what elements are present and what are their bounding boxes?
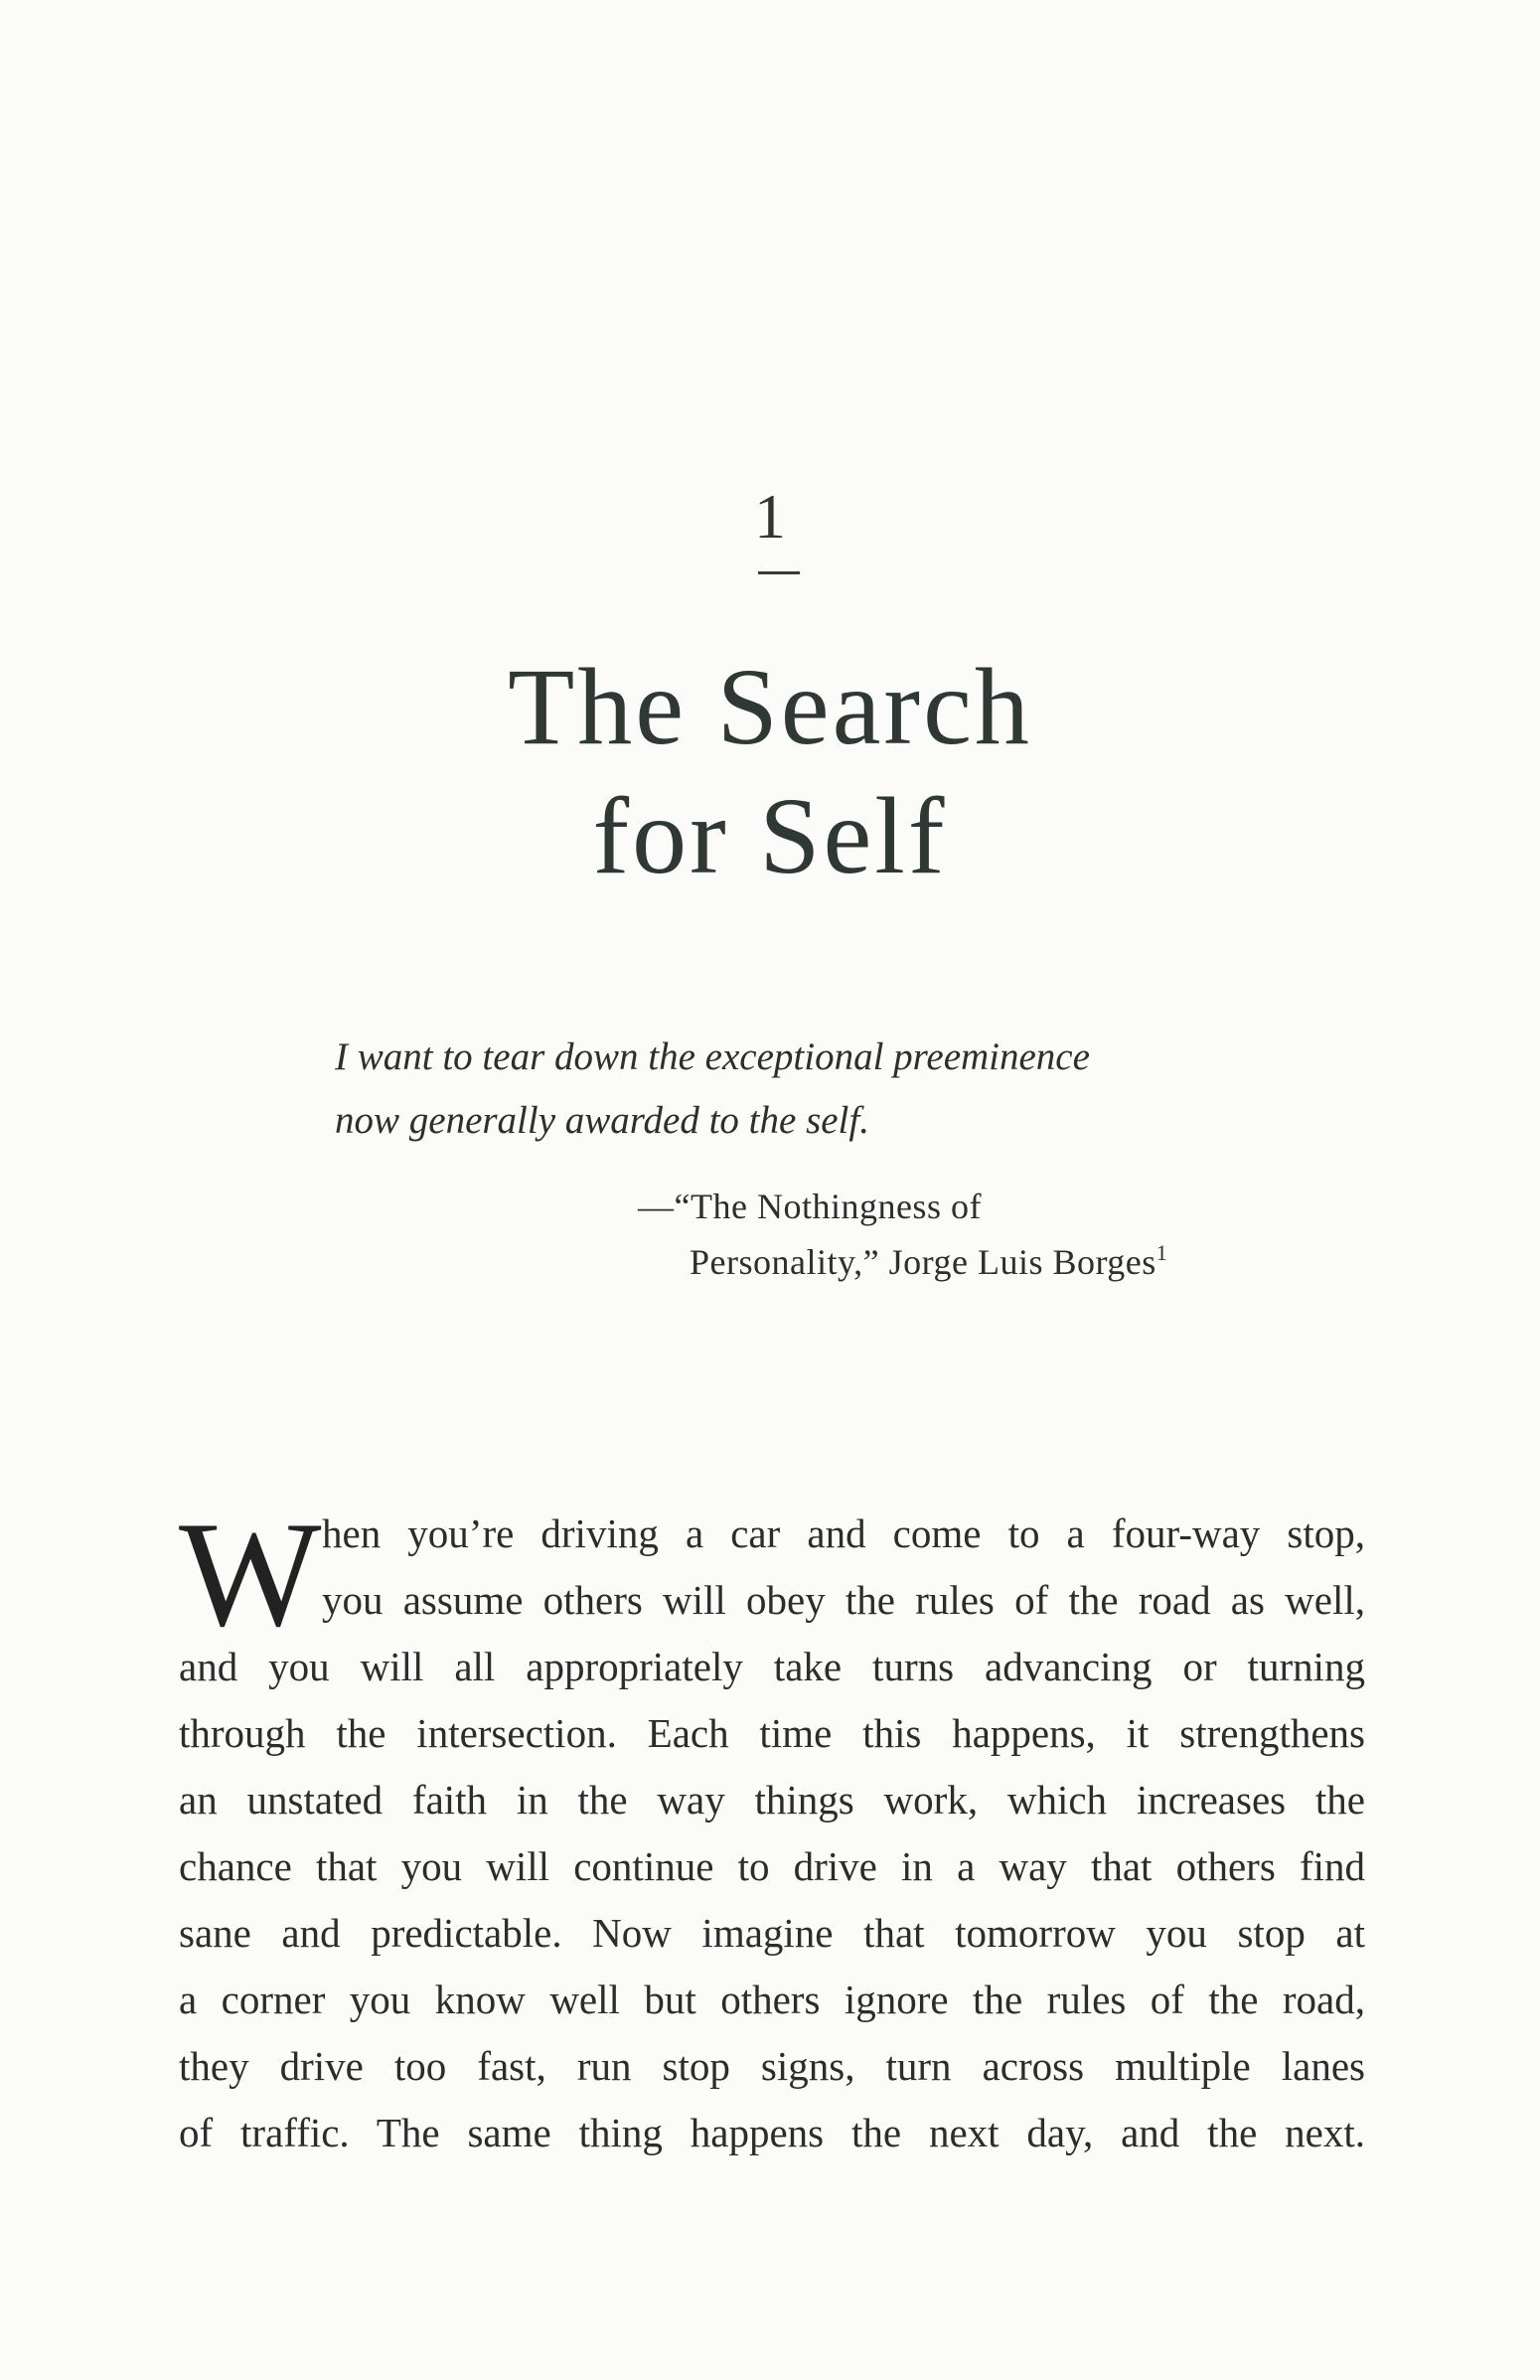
body-line: of traffic. The same thing happens the next day, and the next. (179, 2110, 1365, 2155)
body-line: hen you’re driving a car and come to a four-way stop, (322, 1510, 1365, 1556)
body-line: they drive too fast, run stop signs, turn across multiple lanes (179, 2043, 1365, 2089)
body-line: a corner you know well but others ignore the rules of the road, (179, 1977, 1365, 2022)
body-line: sane and predictable. Now imagine that tomorrow you stop at (179, 1910, 1365, 1956)
attribution-line-2 (690, 1234, 1167, 1290)
chapter-number: 1 (754, 481, 786, 552)
chapter-title-line-2: for Self (592, 775, 948, 896)
body-line: and you will all appropriately take turns advancing or turning (179, 1644, 1365, 1689)
body-line: through the intersection. Each time this happens, it strengthens (179, 1710, 1365, 1756)
attribution-line-1: —“The Nothingness of (638, 1187, 982, 1226)
attribution-text: Personality,” Jorge Luis Borges (690, 1242, 1156, 1282)
footnote-marker: 1 (1155, 1240, 1168, 1265)
epigraph-line-1: I want to tear down the exceptional preeminence (335, 1035, 1090, 1078)
body-line: you assume others will obey the rules of the road as well, (322, 1577, 1365, 1623)
chapter-title-line-1: The Search (508, 646, 1032, 767)
drop-cap: W (179, 1491, 322, 1658)
body-line: an unstated faith in the way things work, which increases the (179, 1777, 1365, 1823)
chapter-rule (758, 571, 800, 574)
chapter-title (0, 642, 1540, 900)
epigraph-line-2: now generally awarded to the self. (335, 1099, 869, 1142)
epigraph-quote (335, 1026, 1249, 1153)
body-line: chance that you will continue to drive in a way that others find (179, 1843, 1365, 1889)
